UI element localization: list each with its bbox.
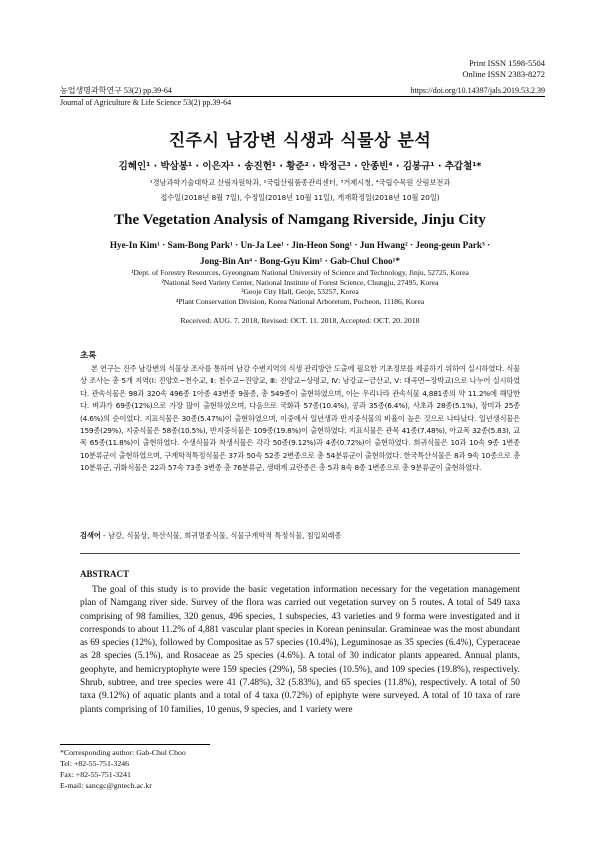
paper-title-en: The Vegetation Analysis of Namgang Riverside, Jinju City: [114, 212, 486, 228]
abstract-en-body: The goal of this study is to provide the basic vegetation information necessary for the vegetation management plan of Namgang river side. Survey of the flora was carried out vegetation survey on 5 routes. A total of 549 taxa comprising of 98 families, 320 genus, 496 species, 1 subspecies, 43 varieties and 9 forma were investigated and it corresponds to about 11.2% of 4,881 vascular plant species in Korean peninsular. Gramineae was the most abundant as 69 species (12%), followed by Compositae as 57 species (10.4%), Leguminosae as 35 species (6.4%), Cyperaceae as 28 species (5.1%), and Rosaceae as 25 species (4.6%). A total of 30 indicator plants appeared. Annual plants, geophyte, and hemicryptophyte were 159 species (29%), 58 species (10.5%), and 109 species (19.8%), respectively. Shrub, subtree, and tree species were 41 (7.48%), 32 (5.83%), and 65 species (11.8%), respectively. A total of 50 taxa (9.12%) of aquatic plants and a total of 4 taxa (0.72%) of epiphyte were surveyed. A total of 10 taxa of rare plants comprising of 10 families, 10 genus, 9 species, and 1 variety were: [80, 585, 520, 715]
journal-title-ko: 농업생명과학연구 53(2) pp.39-64: [60, 86, 172, 95]
authors-en-line: Jong-Bin An⁴ · Bong-Gyu Kim¹ · Gab-Chul Choo¹*: [200, 256, 400, 266]
footnote: [60, 747, 186, 791]
dates-line-ko: 접수일(2018년 8월 7일), 수정일(2018년 10월 11일), 게재확정일(2018년 10월 20일): [160, 193, 440, 202]
paper-title-ko: 진주시 남강변 식생과 식물상 분석: [168, 131, 432, 151]
affiliation-line: ³Geoje City Hall, Geoje, 53257, Korea: [241, 287, 359, 296]
footnote-rule: [60, 744, 210, 745]
issn-block: [462, 58, 545, 79]
print-issn: Print ISSN 1598-5504: [468, 58, 545, 68]
affiliation-line: ⁴Plant Conservation Division, Korea National Arboretum, Pocheon, 11186, Korea: [175, 296, 425, 306]
affiliation-line: ¹Dept. of Forestry Resources, Gyeongnam National University of Science and Technology, Jinju, 52725, Korea: [131, 268, 469, 277]
abstract-ko-body: 본 연구는 진주 남강변의 식물상 조사를 통하여 남강 수변지역의 식생 관리방안 도출에 필요한 기초정보를 제공하기 위하여 실시하였다. 식물상 조사는 총 5개 지역(Ⅰ: 진양호~천수교, Ⅱ: 천수교~진양교, Ⅲ: 진양교~상평교, Ⅳ: 남강교~금산교, Ⅴ: 대곡면~장박교)으로 나누어 실시하였다. 관속식물은 98과 320속 496종 1아종 43변종 9품종, 총 549종이 출현하였으며, 이는 우리나라 관속식물 4,881종의 약 11.2%에 해당한다. 벼과가 69종(12%)으로 가장 많이 출현하였으며, 다음으로 국화과 57종(10.4%), 콩과 35종(6.4%), 사초과 28종(5.1%), 장미과 25종(4.6%)의 순이었다. 지표식물은 30종(5.47%)이 출현하였으며, 이중에서 일년생과 반지중식물의 비율이 높은 것으로 나타났다. 일년생식물은 159종(29%), 지중식물은 58종(10.5%), 반지중식물은 109종(19.8%)이 출현하였다. 지표식물은 관목 41종(7.48%), 아교목 32종(5.83), 교목 65종(11.8%)이 출현하였다. 수생식물과 착생식물은 각각 50종(9.12%)과 4종(0.72%)이 출현하였다. 희귀식물은 10과 10속 9종 1변종 10분류군이 출현하였으며, 구계학적특정식물은 37과 50속 52종 2변종으로 총 54분류군이 출현하였다. 한국특산식물은 8과 9속 10종으로 총 10분류군, 귀화식물은 22과 57속 73종 3변종 총 76분류군, 생태계 교란종은 총 5과 8속 8종 1변종으로 총 9분류군이 출현하였다.: [80, 364, 520, 473]
online-issn: Online ISSN 2383-8272: [462, 68, 545, 79]
authors-ko: 김혜인¹ · 박삼봉¹ · 이은자¹ · 송진헌¹ · 황준² · 박정근³ · 안종빈⁴ · 김봉규¹ · 추갑철¹*: [118, 161, 482, 172]
keywords-label: 검색어: [80, 531, 101, 540]
abstract-ko-heading: 초록: [80, 351, 97, 361]
header-rule: [60, 96, 545, 97]
tel: Tel: +82-55-751-3246: [60, 759, 130, 768]
received-dates: Received: AUG. 7. 2018, Revised: OCT. 11. 2018, Accepted: OCT. 20. 2018: [180, 316, 420, 325]
fax: Fax: +82-55-751-3241: [60, 770, 131, 779]
authors-en: [40, 237, 560, 269]
journal-title-en: Journal of Agriculture & Life Science 53(2) pp.39-64: [60, 98, 232, 107]
corresponding-author: *Corresponding author: Gab-Chul Choo: [60, 748, 186, 757]
abstract-en-heading: ABSTRACT: [80, 569, 130, 579]
keywords: [80, 531, 520, 541]
affiliations-ko: [0, 175, 600, 205]
email-link[interactable]: E-mail: sancgc@gntech.ac.kr: [60, 781, 152, 790]
section-rule: [80, 553, 520, 554]
journal-header: [60, 86, 545, 96]
doi-link[interactable]: https://doi.org/10.14397/jals.2019.53.2.39: [410, 86, 545, 95]
authors-en-line: Hye-In Kim¹ · Sam-Bong Park¹ · Un-Ja Lee¹ · Jin-Heon Song¹ · Jun Hwang² · Jeong-geun Park³ ·: [109, 240, 491, 250]
affiliation-line: ²National Seed Variety Center, National Institute of Forest Science, Chungju, 27495, Korea: [161, 277, 439, 287]
keywords-list: - 남강, 식물상, 특산식물, 희귀멸종식물, 식물구계학적 특정식물, 침입외래종: [100, 531, 342, 540]
affiliation-line: ¹경남과학기술대학교 산림자원학과, ²국립산림품종관리센터, ³거제시청, ⁴국립수목원 산림보전과: [149, 178, 451, 187]
affiliations-en: [40, 268, 560, 306]
